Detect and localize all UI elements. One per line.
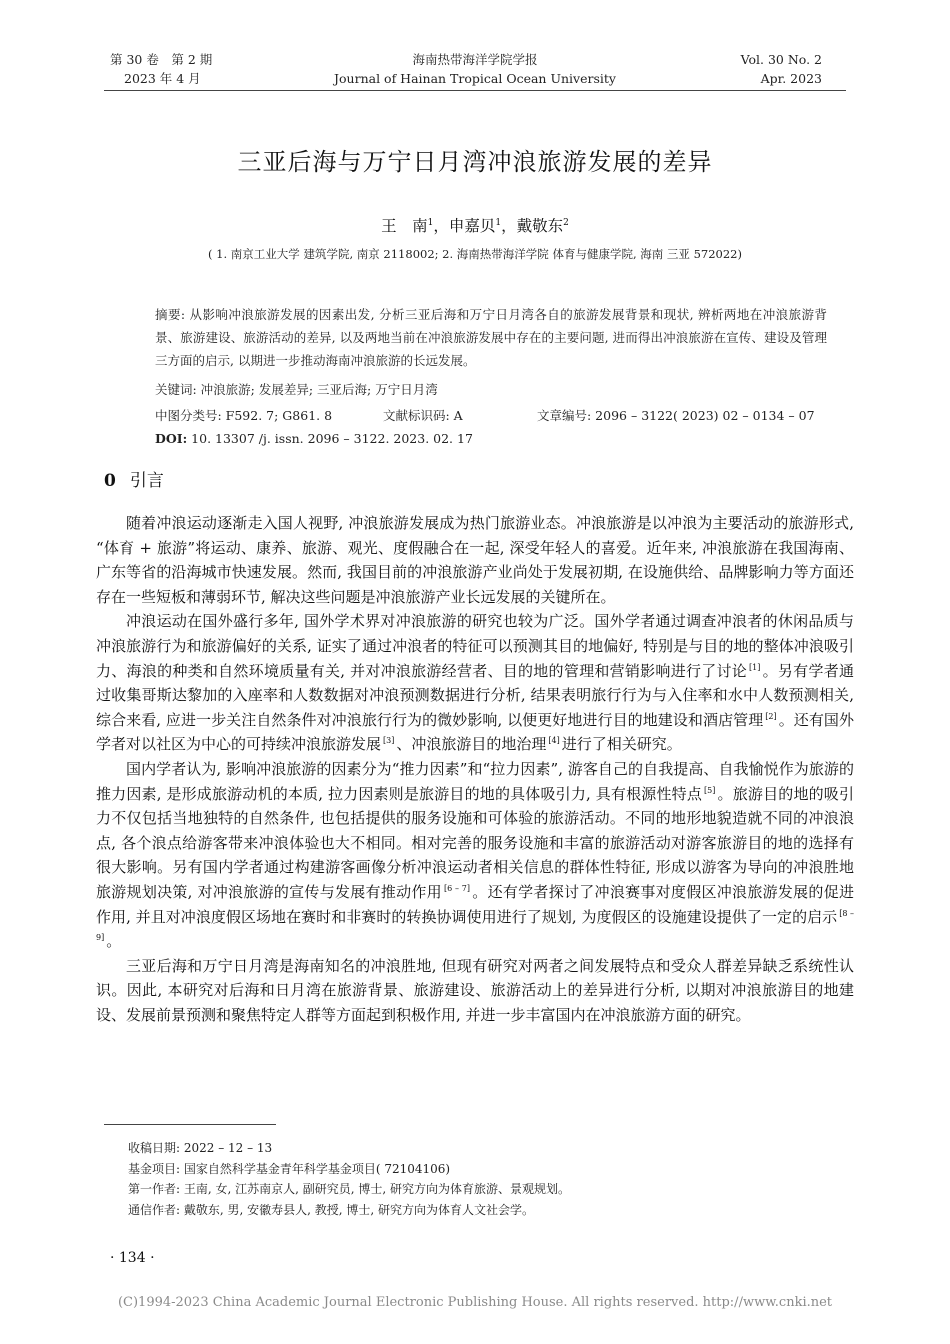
footnote-corresponding-author: 通信作者: 戴敬东, 男, 安徽寿县人, 教授, 博士, 研究方向为体育人文社会学。 xyxy=(128,1202,535,1217)
keywords: 关键词: 冲浪旅游; 发展差异; 三亚后海; 万宁日月湾 xyxy=(155,382,438,397)
paragraph-text: 随着冲浪运动逐渐走入国人视野, 冲浪旅游发展成为热门旅游业态。冲浪旅游是以冲浪为主要活动的旅游形式, “体育 + 旅游”将运动、康养、旅游、观光、度假融合在一起, 深受年轻人的喜爱。近年来, 冲浪旅游在我国海南、广东等省的沿海城市快速发展。然而, 我国目前的冲浪旅游产业尚处于发展初期, 在设施供给、品牌影响力等方面还存在一些短板和薄弱环节, 解决这些问题是冲浪旅游产业长远发展的关键所在。 xyxy=(96,514,854,606)
paragraph-text: 。还有学者探讨了冲浪赛事对度假区冲浪旅游发展的促进作用, 并且对冲浪度假区场地在赛时和非赛时的转换协调使用进行了规划, 为度假区的设施建设提供了一定的启示 xyxy=(96,882,854,926)
footnote-received-date: 收稿日期: 2022 – 12 – 13 xyxy=(128,1141,273,1155)
section-title: 引言 xyxy=(129,471,164,491)
journal-name-en: Journal of Hainan Tropical Ocean University xyxy=(334,71,616,86)
author-name: 戴敬东 xyxy=(516,217,564,235)
paragraph-text: 、冲浪旅游目的地治理 xyxy=(396,735,547,754)
section-number: 0 xyxy=(104,471,116,491)
date-cn: 2023 年 4 月 xyxy=(124,71,201,86)
affiliations: ( 1. 南京工业大学 建筑学院, 南京 2118002; 2. 海南热带海洋学院 体育与健康学院, 海南 三亚 572022) xyxy=(208,247,742,261)
paragraph-text: 冲浪运动在国外盛行多年, 国外学术界对冲浪旅游的研究也较为广泛。国外学者通过调查冲浪者的休闲品质与冲浪旅游行为和旅游偏好的关系, 证实了通过冲浪者的特征可以预测其目的地偏好, 特别是与目的地的整体冲浪吸引力、海浪的种类和自然环境质量有关, 并对冲浪旅游经营者、目的地的管理和营销影响进行了讨论 xyxy=(96,612,854,680)
header-right xyxy=(741,50,822,88)
body-text xyxy=(96,511,854,1027)
author-separator: ， xyxy=(433,217,449,235)
header-rule xyxy=(104,90,846,91)
doi xyxy=(155,431,473,446)
paper-title: 三亚后海与万宁日月湾冲浪旅游发展的差异 xyxy=(237,148,713,176)
classification-line xyxy=(155,406,827,424)
header-center xyxy=(300,50,650,88)
author-name: 王 南 xyxy=(381,217,428,235)
paragraph-text: 。 xyxy=(106,932,122,951)
citation-marker: [2] xyxy=(765,711,777,721)
journal-name-cn: 海南热带海洋学院学报 xyxy=(412,52,538,67)
paragraph-text: 。另有学者通过收集哥斯达黎加的入座率和人数数据对冲浪预测数据进行分析, 结果表明旅行行为与入住率和水中人数预测相关, 综合来看, 应进一步关注自然条件对冲浪旅行行为的微妙影响, 以便更好地进行目的地建设和酒店管理 xyxy=(96,661,854,729)
author-affil-marker: 1 xyxy=(495,217,502,228)
header-left xyxy=(110,50,212,88)
body-paragraph xyxy=(96,511,854,609)
volume-issue-cn: 第 30 卷 第 2 期 xyxy=(110,52,213,67)
citation-marker: [3] xyxy=(383,736,395,746)
document-code: 文献标识码: A xyxy=(383,408,463,423)
doi-value: 10. 13307 /j. issn. 2096 – 3122. 2023. 02. 17 xyxy=(187,431,473,446)
citation-marker: [4] xyxy=(548,736,560,746)
citation-marker: [6 – 7] xyxy=(443,883,471,893)
copyright-watermark: (C)1994-2023 China Academic Journal Electronic Publishing House. All rights reserved. http://www.cnki.net xyxy=(117,1295,833,1310)
author-affil-marker: 1 xyxy=(427,217,434,228)
paragraph-text: 。还有国外学者对以社区为中心的可持续冲浪旅游发展 xyxy=(96,710,854,754)
paragraph-text: 三亚后海和万宁日月湾是海南知名的冲浪胜地, 但现有研究对两者之间发展特点和受众人群差异缺乏系统性认识。因此, 本研究对后海和日月湾在旅游背景、旅游建设、旅游活动上的差异进行分析, 以期对冲浪旅游目的地建设、发展前景预测和聚焦特定人群等方面起到积极作用, 并进一步丰富国内在冲浪旅游方面的研究。 xyxy=(96,956,854,1024)
volume-issue-en: Vol. 30 No. 2 xyxy=(740,52,822,67)
abstract: 摘要: 从影响冲浪旅游发展的因素出发, 分析三亚后海和万宁日月湾各自的旅游发展背景和现状, 辨析两地在冲浪旅游背景、旅游建设、旅游活动的差异, 以及两地当前在冲浪旅游发展中存在的主要问题, 进而得出冲浪旅游在宣传、建设及管理三方面的启示, 以期进一步推动海南冲浪旅游的长远发展。 xyxy=(155,307,827,368)
footnote-rule xyxy=(104,1124,276,1125)
paragraph-text: 进行了相关研究。 xyxy=(561,735,682,754)
citation-marker: [8 – 9] xyxy=(96,908,854,943)
author-name: 申嘉贝 xyxy=(448,217,496,235)
paragraph-text: 。旅游目的地的吸引力不仅包括当地独特的自然条件, 也包括提供的服务设施和可体验的旅游活动。不同的地形地貌造就不同的冲浪浪点, 各个浪点给游客带来冲浪体验也大不相同。相对完善的服务设施和丰富的旅游活动对游客旅游目的地的选择有很大影响。另有国内学者通过构建游客画像分析冲浪运动者相关信息的群体性特征, 形成以游客为导向的冲浪胜地旅游规划决策, 对冲浪旅游的宣传与发展有推动作用 xyxy=(96,784,854,901)
author-list xyxy=(0,214,950,236)
doi-label: DOI: xyxy=(155,431,188,446)
citation-marker: [5] xyxy=(704,785,716,795)
citation-marker: [1] xyxy=(749,662,761,672)
clc-number: 中图分类号: F592. 7; G861. 8 xyxy=(155,408,333,423)
body-paragraph xyxy=(96,757,854,954)
footnotes xyxy=(128,1138,570,1220)
body-paragraph xyxy=(96,609,854,757)
article-number: 文章编号: 2096 – 3122( 2023) 02 – 0134 – 07 xyxy=(537,408,815,423)
page-number: · 134 · xyxy=(110,1250,155,1266)
paragraph-text: 国内学者认为, 影响冲浪旅游的因素分为“推力因素”和“拉力因素”, 游客自己的自我提高、自我愉悦作为旅游的推力因素, 是形成旅游动机的本质, 拉力因素则是旅游目的地的具体吸引力, 具有根源性特点 xyxy=(96,759,854,803)
date-en: Apr. 2023 xyxy=(760,71,822,86)
author-affil-marker: 2 xyxy=(563,217,569,228)
footnote-funding: 基金项目: 国家自然科学基金青年科学基金项目( 72104106) xyxy=(128,1161,451,1176)
author-separator: ， xyxy=(501,217,517,235)
body-paragraph xyxy=(96,954,854,1028)
section-heading xyxy=(104,466,164,491)
footnote-first-author: 第一作者: 王南, 女, 江苏南京人, 副研究员, 博士, 研究方向为体育旅游、景观规划。 xyxy=(128,1182,571,1196)
